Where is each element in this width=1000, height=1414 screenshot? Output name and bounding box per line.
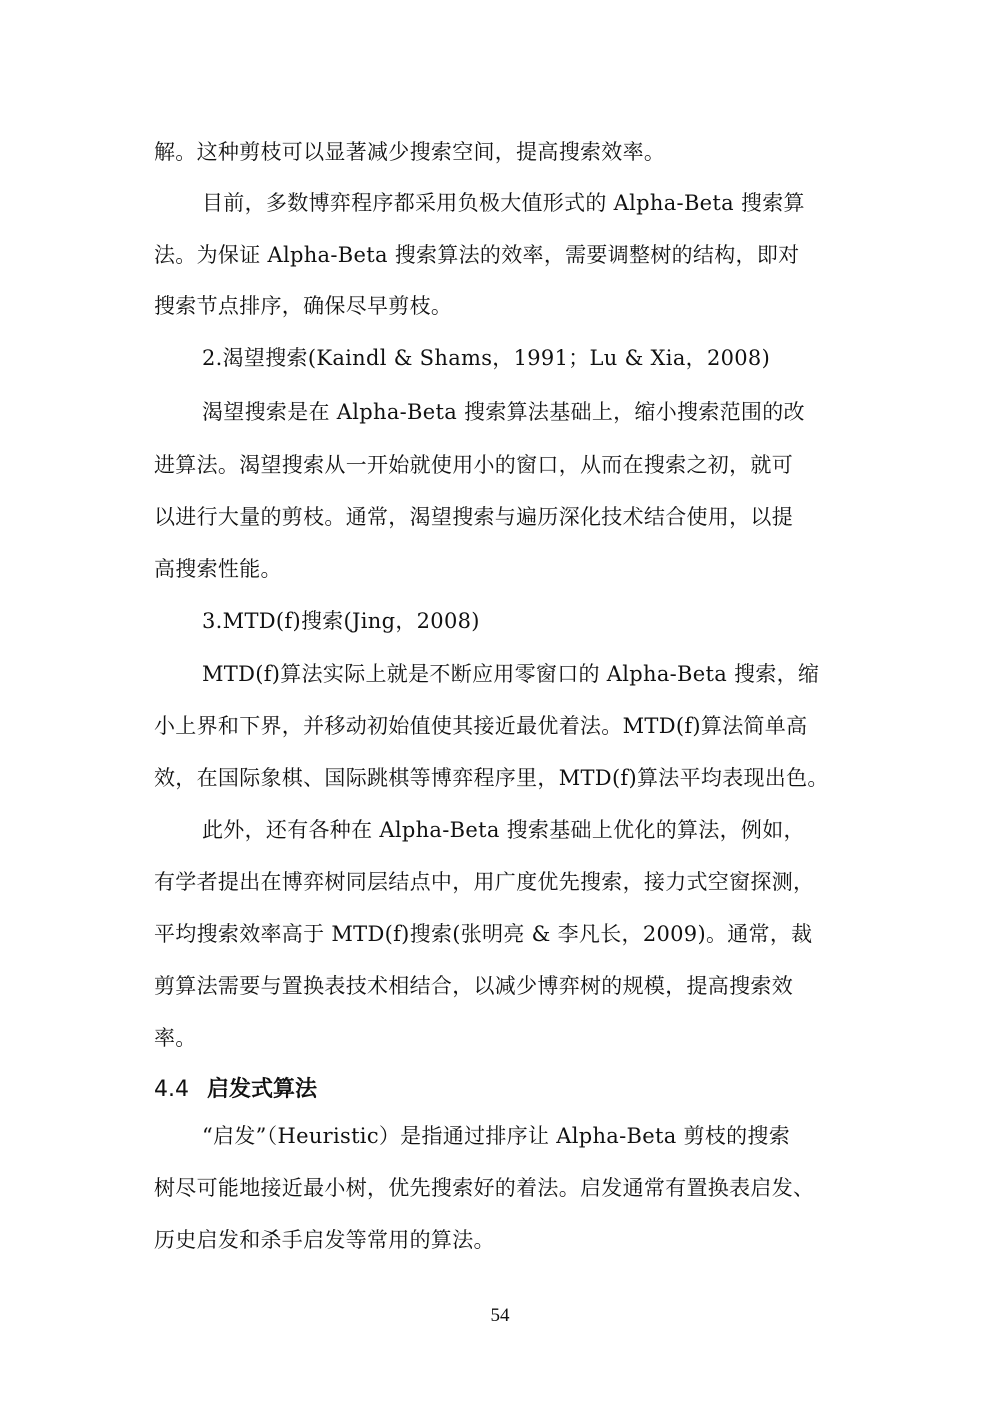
subsection-label: 3.MTD(f)搜索(Jing，2008) <box>202 609 480 633</box>
paragraph-line: 高搜索性能。 <box>154 557 282 581</box>
paragraph-line: 进算法。渴望搜索从一开始就使用小的窗口，从而在搜索之初，就可 <box>154 453 793 477</box>
paragraph-line: 搜索节点排序，确保尽早剪枝。 <box>154 294 453 318</box>
paragraph-line: 树尽可能地接近最小树，优先搜索好的着法。启发通常有置换表启发、 <box>154 1176 815 1200</box>
paragraph-line: 小上界和下界，并移动初始值使其接近最优着法。MTD(f)算法简单高 <box>154 714 808 738</box>
section-number: 4.4 <box>154 1077 189 1102</box>
section-title: 启发式算法 <box>207 1077 318 1102</box>
paragraph-line: 率。 <box>154 1026 197 1050</box>
paragraph-line: MTD(f)算法实际上就是不断应用零窗口的 Alpha-Beta 搜索，缩 <box>202 662 820 686</box>
page-number: 54 <box>490 1305 510 1326</box>
paragraph-line: 此外，还有各种在 Alpha-Beta 搜索基础上优化的算法，例如， <box>202 818 805 842</box>
paragraph-line: 平均搜索效率高于 MTD(f)搜索(张明亮 & 李凡长，2009)。通常，裁 <box>154 922 813 946</box>
subsection-label: 2.渴望搜索(Kaindl & Shams，1991；Lu & Xia，2008) <box>202 346 771 370</box>
paragraph-line: 效，在国际象棋、国际跳棋等博弈程序里，MTD(f)算法平均表现出色。 <box>154 766 829 790</box>
paragraph-line: “启发”（Heuristic）是指通过排序让 Alpha-Beta 剪枝的搜索 <box>202 1124 791 1148</box>
paragraph-line: 历史启发和杀手启发等常用的算法。 <box>154 1228 495 1252</box>
section-heading <box>154 1074 317 1106</box>
paragraph-line: 渴望搜索是在 Alpha-Beta 搜索算法基础上，缩小搜索范围的改 <box>202 400 805 424</box>
paragraph-line: 有学者提出在博弈树同层结点中，用广度优先搜索，接力式空窗探测， <box>154 870 815 894</box>
paragraph-line: 目前，多数博弈程序都采用负极大值形式的 Alpha-Beta 搜索算 <box>202 191 805 215</box>
paragraph-line: 以进行大量的剪枝。通常，渴望搜索与遍历深化技术结合使用，以提 <box>154 505 793 529</box>
paragraph-line: 剪算法需要与置换表技术相结合，以减少博弈树的规模，提高搜索效 <box>154 974 793 998</box>
paragraph-line: 法。为保证 Alpha-Beta 搜索算法的效率，需要调整树的结构，即对 <box>154 243 800 267</box>
paragraph-line: 解。这种剪枝可以显著减少搜索空间，提高搜索效率。 <box>154 140 666 164</box>
